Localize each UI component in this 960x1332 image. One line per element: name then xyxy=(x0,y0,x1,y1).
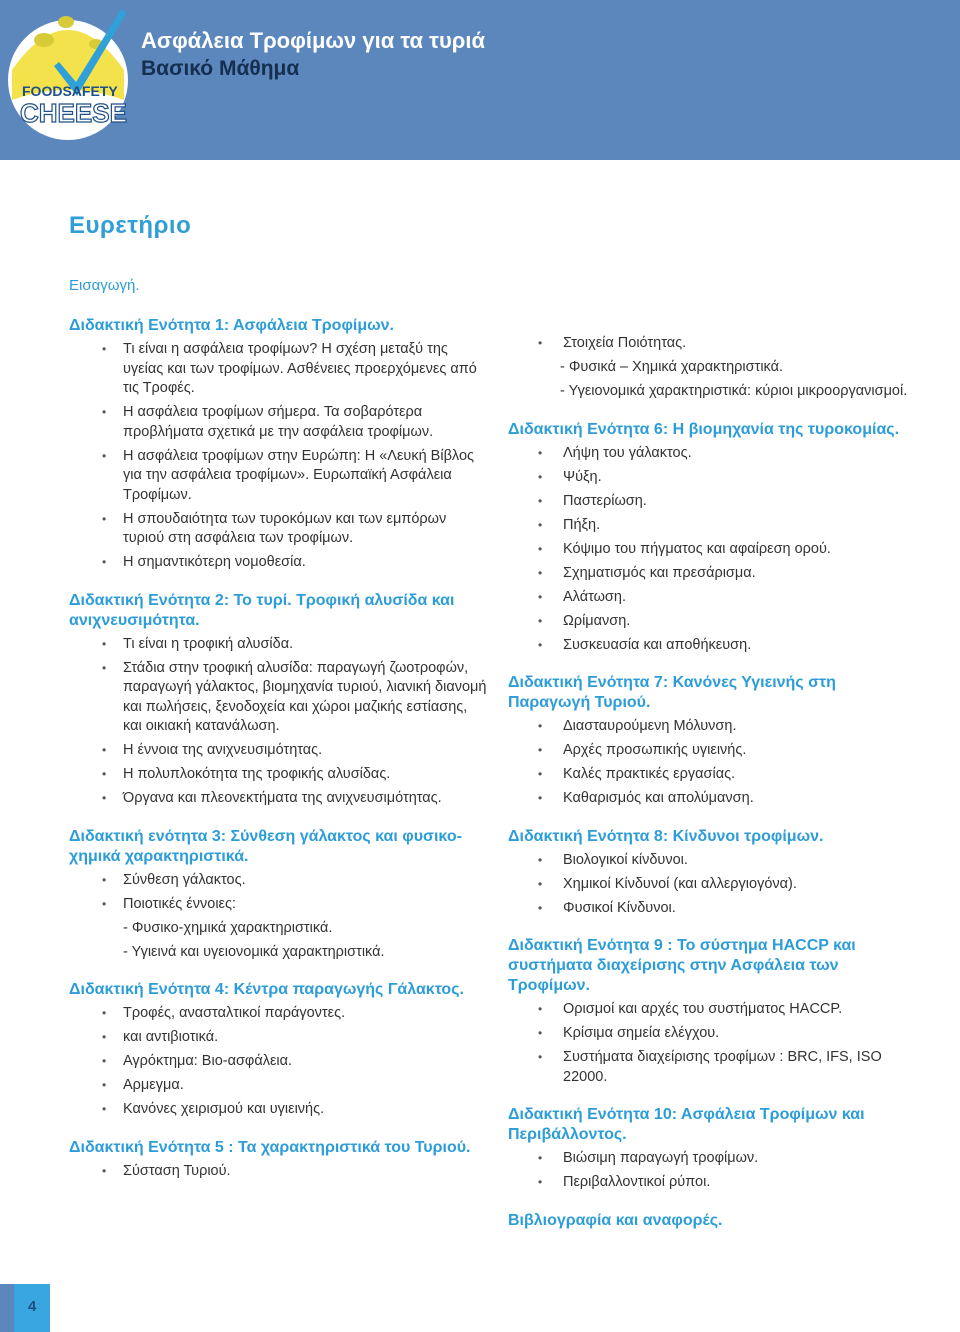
section-item-list xyxy=(69,635,489,809)
toc-item[interactable]: • Συσκευασία και αποθήκευση. xyxy=(508,636,908,656)
section-heading[interactable]: Διδακτική Ενότητα 4: Κέντρα παραγωγής Γάλακτος. xyxy=(69,981,464,998)
section-heading[interactable]: Διδακτική Ενότητα 1: Ασφάλεια Τροφίμων. xyxy=(69,317,394,334)
toc-section xyxy=(69,316,489,573)
section-item-list xyxy=(69,340,489,573)
toc-item[interactable]: • και αντιβιοτικά. xyxy=(69,1028,489,1048)
toc-item[interactable]: • Βιώσιμη παραγωγή τροφίμων. xyxy=(508,1149,908,1169)
toc-item[interactable]: • Στοιχεία Ποιότητας. xyxy=(508,334,908,354)
toc-item[interactable]: • Τροφές, ανασταλτικοί παράγοντες. xyxy=(69,1004,489,1024)
logo-text-bottom: CHEESE xyxy=(20,98,127,128)
index-heading: Ευρετήριο xyxy=(69,212,192,239)
toc-item[interactable]: • Στάδια στην τροφική αλυσίδα: παραγωγή ζωοτροφών, παραγωγή γάλακτος, βιομηχανία τυριού, λιανική διανομή και πωλήσεις, ξενοδοχεία και χώροι μαζικής εστίασης, και οικιακή κατανάλωση. xyxy=(69,659,489,737)
toc-item[interactable]: • Η έννοια της ανιχνευσιμότητας. xyxy=(69,741,489,761)
toc-item[interactable]: • Ψύξη. xyxy=(508,468,908,488)
toc-item[interactable]: • Κρίσιμα σημεία ελέγχου. xyxy=(508,1024,908,1044)
right-sections xyxy=(508,334,908,1231)
toc-item[interactable]: • Αρμεγμα. xyxy=(69,1076,489,1096)
section-item-list xyxy=(508,851,908,919)
toc-item[interactable]: • Χημικοί Κίνδυνοί (και αλλεργιογόνα). xyxy=(508,875,908,895)
section-heading[interactable]: Διδακτική Ενότητα 10: Ασφάλεια Τροφίμων και Περιβάλλοντος. xyxy=(508,1106,865,1143)
document-title: Ασφάλεια Τροφίμων για τα τυριά xyxy=(141,28,486,53)
toc-item[interactable]: • Η ασφάλεια τροφίμων στην Ευρώπη: Η «Λευκή Βίβλος για την ασφάλεια τροφίμων». Ευρωπαϊκή Ασφάλεια Τροφίμων. xyxy=(69,447,489,506)
left-sections xyxy=(69,316,489,1181)
page-number: 4 xyxy=(28,1298,37,1315)
toc-item[interactable]: • Αλάτωση. xyxy=(508,588,908,608)
section-item-list xyxy=(69,1162,489,1182)
toc-item[interactable]: • Τι είναι η τροφική αλυσίδα. xyxy=(69,635,489,655)
toc-item[interactable]: • Βιολογικοί κίνδυνοι. xyxy=(508,851,908,871)
right-column xyxy=(508,334,908,1249)
section-item-list xyxy=(69,871,489,963)
toc-item[interactable]: • Σύσταση Τυριού. xyxy=(69,1162,489,1182)
toc-section xyxy=(508,936,908,1087)
toc-item[interactable]: • Η πολυπλοκότητα της τροφικής αλυσίδας. xyxy=(69,765,489,785)
page-tab xyxy=(0,1284,50,1332)
section-item-list xyxy=(69,1004,489,1120)
logo-text-top: FOODSAFETY xyxy=(22,83,118,99)
toc-item[interactable]: • Όργανα και πλεονεκτήματα της ανιχνευσιμότητας. xyxy=(69,789,489,809)
toc-item[interactable]: • Πήξη. xyxy=(508,516,908,536)
toc-item[interactable]: • Διασταυρούμενη Μόλυνση. xyxy=(508,717,908,737)
toc-section xyxy=(508,827,908,919)
toc-section xyxy=(508,1211,908,1231)
toc-item[interactable]: • Σύνθεση γάλακτος. xyxy=(69,871,489,891)
toc-item[interactable]: • Η σπουδαιότητα των τυροκόμων και των εμπόρων τυριού στη ασφάλεια των τροφίμων. xyxy=(69,510,489,549)
toc-item[interactable]: • Περιβαλλοντικοί ρύποι. xyxy=(508,1173,908,1193)
intro-link[interactable]: Εισαγωγή. xyxy=(69,277,140,294)
toc-item[interactable]: • Κανόνες χειρισμού και υγιεινής. xyxy=(69,1100,489,1120)
section-heading[interactable]: Βιβλιογραφία και αναφορές. xyxy=(508,1211,723,1229)
section-heading[interactable]: Διδακτική Ενότητα 8: Κίνδυνοι τροφίμων. xyxy=(508,827,824,845)
foodsafety-cheese-logo xyxy=(4,0,132,140)
toc-section xyxy=(508,334,908,402)
toc-item[interactable]: • Καλές πρακτικές εργασίας. xyxy=(508,765,908,785)
toc-section xyxy=(69,1138,489,1182)
toc-item[interactable]: • Ποιοτικές έννοιες: xyxy=(69,895,489,915)
toc-section xyxy=(69,827,489,963)
toc-item[interactable]: • Συστήματα διαχείρισης τροφίμων : BRC, IFS, ISO 22000. xyxy=(508,1048,908,1087)
left-column xyxy=(69,276,489,1199)
toc-item[interactable]: - Φυσικο-χημικά χαρακτηριστικά. xyxy=(123,919,333,936)
section-heading[interactable]: Διδακτική Ενότητα 5 : Τα χαρακτηριστικά του Τυριού. xyxy=(69,1138,471,1156)
toc-item[interactable]: • Η ασφάλεια τροφίμων σήμερα. Τα σοβαρότερα προβλήματα σχετικά με την ασφάλεια τροφίμων. xyxy=(69,403,489,442)
toc-item[interactable]: - Υγειονομικά χαρακτηριστικά: κύριοι μικροοργανισμοί. xyxy=(560,383,908,399)
toc-item[interactable]: • Ωρίμανση. xyxy=(508,612,908,632)
toc-section xyxy=(69,980,489,1120)
toc-item[interactable]: - Υγιεινά και υγειονομικά χαρακτηριστικά. xyxy=(123,943,385,960)
section-item-list xyxy=(508,334,908,402)
logo-graphic xyxy=(4,0,132,140)
toc-item[interactable]: - Φυσικά – Χημικά χαρακτηριστικά. xyxy=(560,359,784,375)
toc-item[interactable]: • Η σημαντικότερη νομοθεσία. xyxy=(69,553,489,573)
toc-section xyxy=(508,1105,908,1193)
toc-section xyxy=(508,673,908,809)
section-heading[interactable]: Διδακτική Ενότητα 9 : Το σύστημα HACCP και συστήματα διαχείρισης στην Ασφάλεια των Τροφίμων. xyxy=(508,937,856,994)
toc-section xyxy=(508,420,908,656)
toc-item[interactable]: • Ορισμοί και αρχές του συστήματος HACCP. xyxy=(508,1000,908,1020)
section-item-list xyxy=(508,444,908,656)
toc-item[interactable]: • Παστερίωση. xyxy=(508,492,908,512)
section-item-list xyxy=(508,717,908,809)
toc-item[interactable]: • Σχηματισμός και πρεσάρισμα. xyxy=(508,564,908,584)
toc-item[interactable]: • Φυσικοί Κίνδυνοι. xyxy=(508,899,908,919)
section-heading[interactable]: Διδακτική Ενότητα 2: Το τυρί. Τροφική αλυσίδα και ανιχνευσιμότητα. xyxy=(69,591,455,629)
toc-item[interactable]: • Αρχές προσωπικής υγιεινής. xyxy=(508,741,908,761)
toc-item[interactable]: • Αγρόκτημα: Βιο-ασφάλεια. xyxy=(69,1052,489,1072)
toc-item[interactable]: • Τι είναι η ασφάλεια τροφίμων? Η σχέση μεταξύ της υγείας και των τροφίμων. Ασθένειες προερχόμενες από τις Τροφές. xyxy=(69,340,489,399)
toc-item[interactable]: • Λήψη του γάλακτος. xyxy=(508,444,908,464)
toc-section xyxy=(69,591,489,809)
document-subtitle: Βασικό Μάθημα xyxy=(141,57,300,80)
section-heading[interactable]: Διδακτική Ενότητα 7: Κανόνες Υγιεινής στη Παραγωγή Τυριού. xyxy=(508,674,836,711)
section-item-list xyxy=(508,1149,908,1193)
toc-item[interactable]: • Καθαρισμός και απολύμανση. xyxy=(508,789,908,809)
section-heading[interactable]: Διδακτική ενότητα 3: Σύνθεση γάλακτος και φυσικο-χημικά χαρακτηριστικά. xyxy=(69,827,462,865)
section-heading[interactable]: Διδακτική Ενότητα 6: Η βιομηχανία της τυροκομίας. xyxy=(508,420,900,438)
section-item-list xyxy=(508,1000,908,1087)
toc-item[interactable]: • Κόψιμο του πήγματος και αφαίρεση ορού. xyxy=(508,540,908,560)
